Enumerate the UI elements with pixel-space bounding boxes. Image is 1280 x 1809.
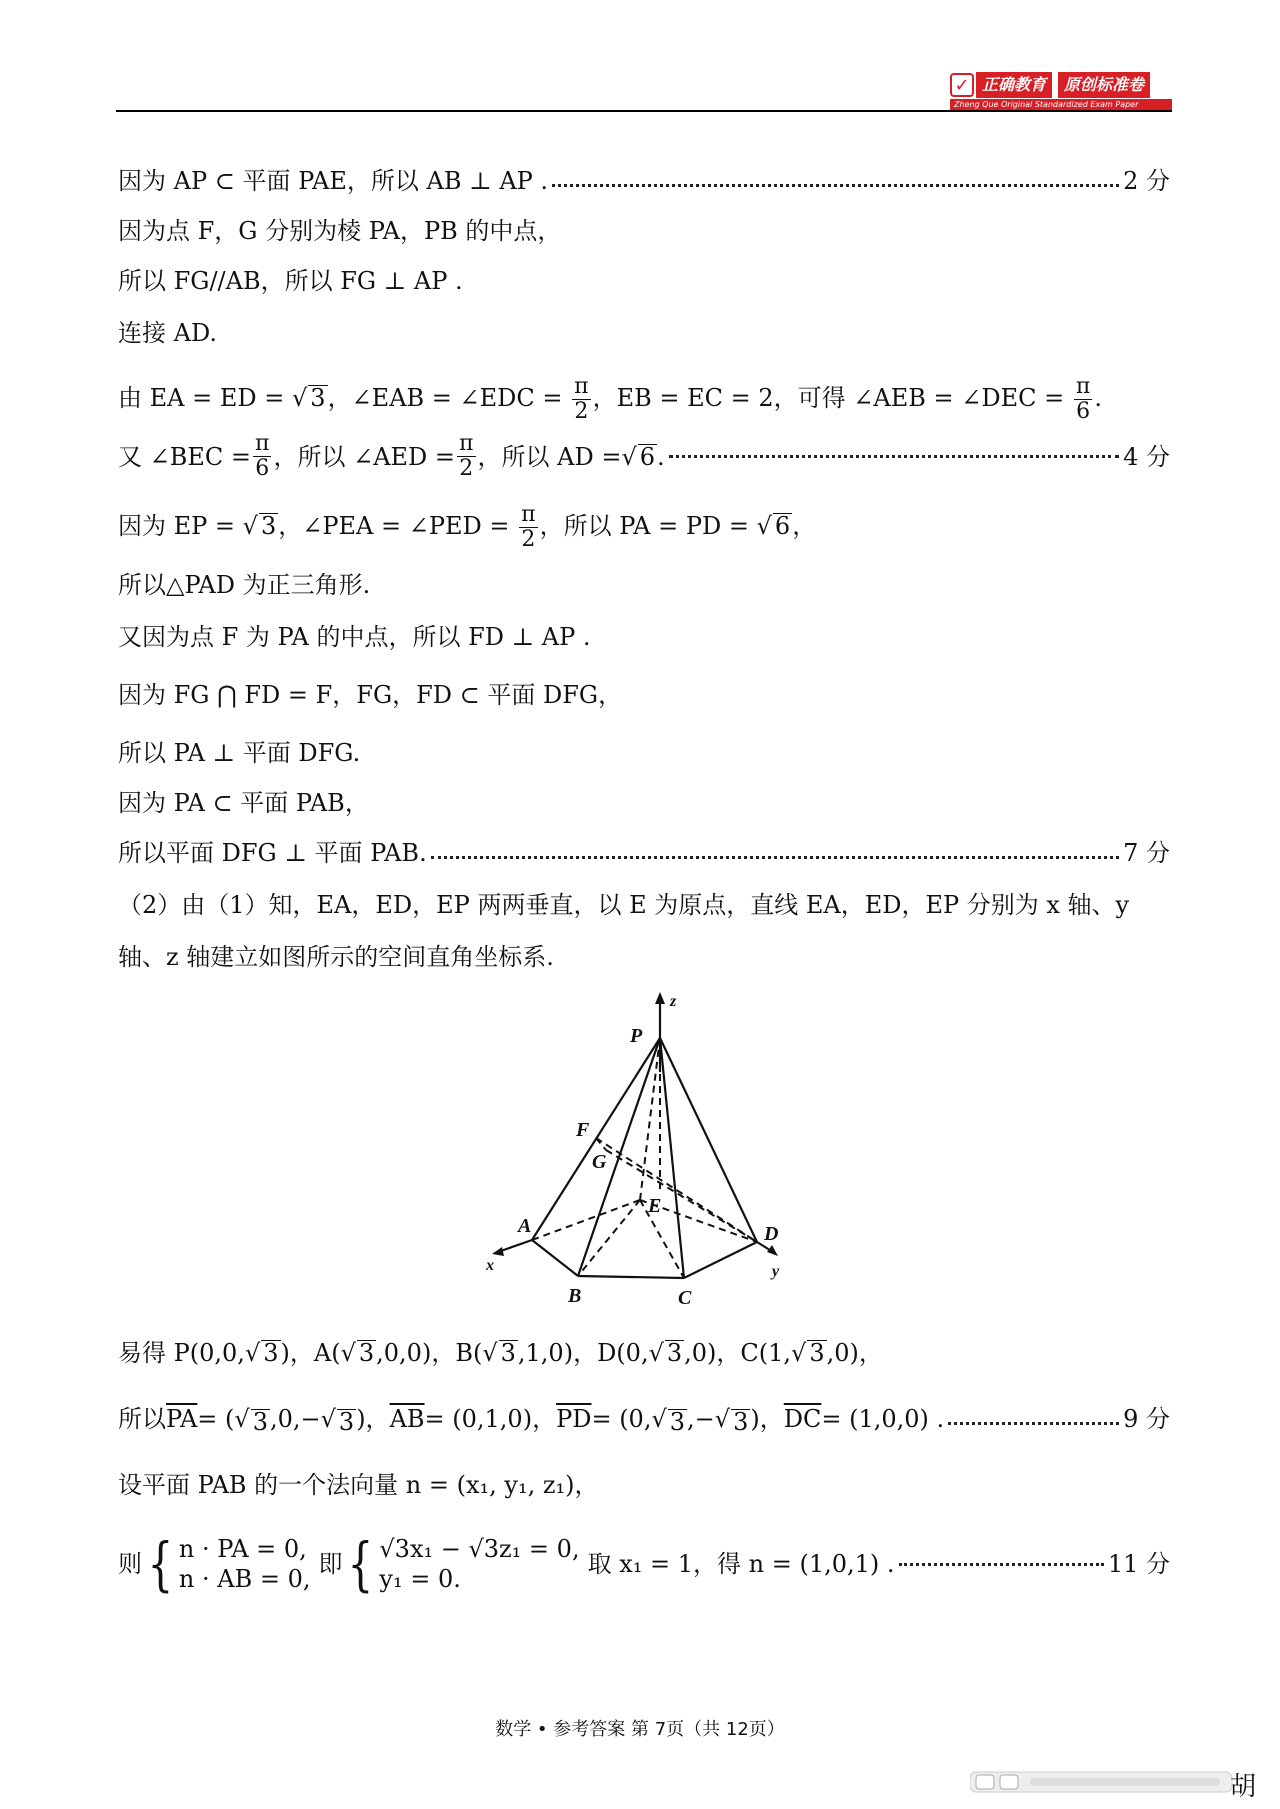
corner-watermark: 胡: [1229, 1772, 1256, 1802]
answer-line-13: 所以平面 DFG ⊥ 平面 PAB. 7 分: [118, 839, 1170, 867]
score-mark: 9 分: [1123, 1405, 1170, 1433]
answer-line-5: 由 EA = ED = √ 3，∠EAB = ∠EDC = $\frac{\pi}{2}$ ，EB = EC = 2，可得 ∠AEB = ∠DEC = $\frac{\pi}{6}$ .: [118, 374, 1102, 424]
axis-label-y: y: [772, 1263, 780, 1280]
answer-line-7: 因为 EP = √ 3，∠PEA = ∠PED = $\frac{\pi}{2}$ ，所以 PA = PD = √ 6，: [118, 502, 817, 552]
answer-line-18: 设平面 PAB 的一个法向量 n = (x₁, y₁, z₁)，: [118, 1471, 599, 1499]
header-divider: [116, 110, 1172, 112]
point-label-B: B: [568, 1285, 582, 1307]
point-label-D: D: [764, 1223, 779, 1245]
answer-line-6: 又 ∠BEC = $\frac{\pi}{6}$ ，所以 ∠AED = $\frac{\pi}{2}$ ，所以 AD = √ 6 . 4 分: [118, 431, 1170, 481]
axis-label-x: x: [486, 1257, 494, 1274]
answer-line-12: 因为 PA ⊂ 平面 PAB，: [118, 789, 369, 817]
answer-line-3: 所以 FG//AB，所以 FG ⊥ AP .: [118, 267, 463, 295]
brand-tag: 原创标准卷: [1058, 72, 1150, 98]
answer-line-1: 因为 AP ⊂ 平面 PAE，所以 AB ⊥ AP . 2 分: [118, 167, 1170, 195]
brand-subtitle: Zheng Que Original Standardized Exam Paper: [950, 99, 1172, 110]
check-icon: ✓: [950, 73, 974, 97]
page-footer: 数学 • 参考答案 第 7页（共 12页）: [495, 1719, 785, 1740]
scrollbar-decoration: [970, 1764, 1240, 1800]
answer-line-15: 轴、z 轴建立如图所示的空间直角坐标系.: [118, 943, 554, 971]
score-mark: 11 分: [1107, 1550, 1170, 1578]
point-label-A: A: [518, 1215, 532, 1237]
point-label-C: C: [678, 1287, 692, 1309]
brand-name: 正确教育: [976, 72, 1052, 98]
answer-line-2: 因为点 F，G 分别为棱 PA，PB 的中点，: [118, 217, 562, 245]
point-label-F: F: [576, 1119, 590, 1141]
answer-line-14: （2）由（1）知，EA，ED，EP 两两垂直，以 E 为原点，直线 EA，ED，EP 分别为 x 轴、y: [118, 891, 1130, 919]
score-mark: 7 分: [1123, 839, 1170, 867]
answer-line-4: 连接 AD.: [118, 319, 217, 347]
answer-line-8: 所以△PAD 为正三角形.: [118, 571, 371, 599]
point-label-E: E: [648, 1195, 662, 1217]
brand-logo: [950, 72, 1172, 114]
answer-line-11: 所以 PA ⊥ 平面 DFG.: [118, 739, 361, 767]
answer-line-19: 则 { n · PA = 0, n · AB = 0, 即 { √3x₁ − √3z₁ = 0, y₁ = 0. 取 x₁ = 1，得 n = (1,0,1) . 11 分: [118, 1530, 1170, 1598]
score-mark: 2 分: [1123, 167, 1170, 195]
answer-line-10: 因为 FG ⋂ FD = F，FG，FD ⊂ 平面 DFG，: [118, 681, 623, 709]
pyramid-figure: [480, 990, 810, 1310]
answer-line-17: 所以 $\overline{PA}$ = ( √ 3 ,0,− √ 3 )， $\overline{AB}$ = (0,1,0)， $\overline{PD}$ = (0, √ 3 ,− √ 3 )， $\overline{DC}$ = (1,0,0) . 9 分: [118, 1405, 1170, 1436]
axis-label-z: z: [670, 993, 677, 1010]
answer-line-9: 又因为点 F 为 PA 的中点，所以 FD ⊥ AP .: [118, 623, 591, 651]
point-label-G: G: [592, 1151, 607, 1173]
point-label-P: P: [630, 1025, 643, 1047]
answer-line-16: 易得 P(0,0,√ 3)，A(√ 3,0,0)，B(√ 3,1,0)，D(0,√ 3,0)，C(1,√ 3,0)，: [118, 1339, 883, 1367]
score-mark: 4 分: [1123, 442, 1170, 471]
